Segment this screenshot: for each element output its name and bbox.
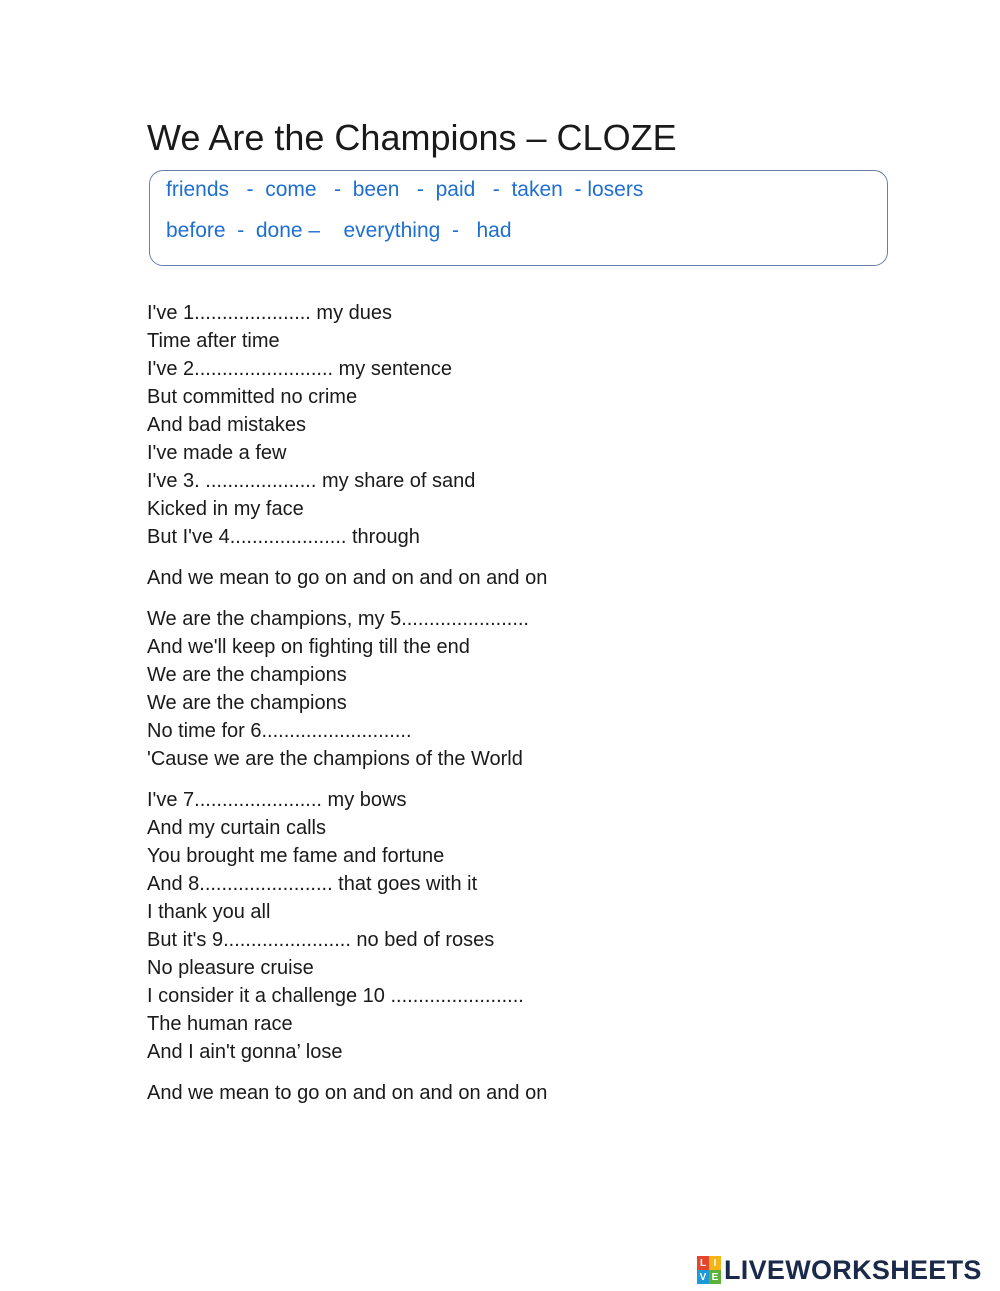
lyric-line: And 8........................ that goes with it [147,873,478,895]
lyric-line: I've 1..................... my dues [147,302,393,324]
lyric-line: No pleasure cruise [147,957,314,979]
word-bank-box [149,170,888,266]
stanza [147,1079,547,1107]
lyric-line: And we'll keep on fighting till the end [147,636,470,658]
logo-mark-letter: L [697,1256,709,1270]
lyric-line: But I've 4..................... through [147,526,420,548]
lyrics [147,299,547,1120]
lyric-line: Time after time [147,330,280,352]
logo-mark-letter: I [709,1256,721,1270]
logo-mark-letter: V [697,1270,709,1284]
liveworksheets-logo-icon [697,1256,721,1284]
logo-mark-letter: E [709,1270,721,1284]
lyric-line: We are the champions [147,692,347,714]
logo-text: LIVEWORKSHEETS [724,1254,982,1285]
lyric-line: The human race [147,1013,293,1035]
lyric-line: And we mean to go on and on and on and on [147,567,548,589]
lyric-line: But committed no crime [147,386,358,408]
lyric-line: And bad mistakes [147,414,306,436]
lyric-line: And we mean to go on and on and on and on [147,1082,548,1104]
stanza [147,786,547,1066]
stanza [147,564,547,592]
lyric-line: You brought me fame and fortune [147,845,445,867]
word-bank-line-2: before - done – everything - had [166,219,512,242]
lyric-line: I consider it a challenge 10 ........................ [147,985,524,1007]
lyric-line: I've 7....................... my bows [147,789,407,811]
lyric-line: We are the champions, my 5....................... [147,608,529,630]
lyric-line: I've 2......................... my sentence [147,358,453,380]
lyric-line: I've made a few [147,442,287,464]
lyric-line: And my curtain calls [147,817,326,839]
stanza [147,605,547,773]
lyric-line: I've 3. .................... my share of sand [147,470,476,492]
lyric-line: I thank you all [147,901,271,923]
word-bank-line-1: friends - come - been - paid - taken - losers [166,178,644,201]
lyric-line: But it's 9....................... no bed of roses [147,929,495,951]
lyric-line: 'Cause we are the champions of the World [147,748,523,770]
lyric-line: And I ain't gonna’ lose [147,1041,343,1063]
page-title: We Are the Champions – CLOZE [147,117,677,158]
liveworksheets-logo [697,1255,982,1285]
stanza [147,299,547,551]
lyric-line: We are the champions [147,664,347,686]
lyric-line: No time for 6........................... [147,720,412,742]
lyric-line: Kicked in my face [147,498,304,520]
